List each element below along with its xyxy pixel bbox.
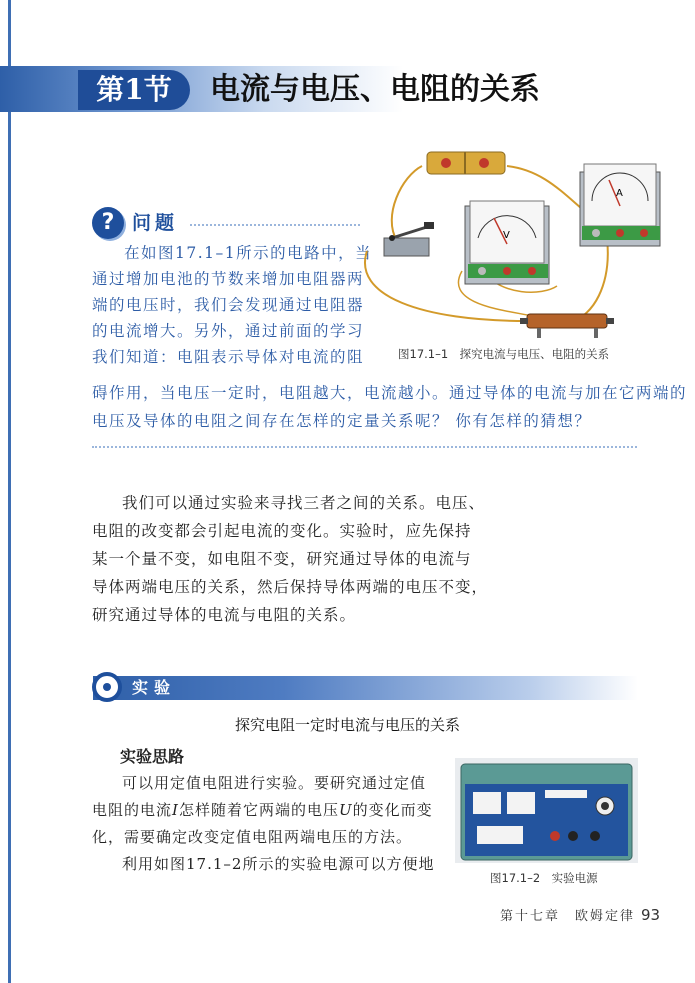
- question-line: 碍作用，当电压一定时，电阻越大，电流越小。通过导体的电流与加在它两端的: [92, 384, 688, 402]
- figure1-caption: 图17.1–1 探究电流与电压、电阻的关系: [398, 347, 610, 361]
- question-line: 在如图17.1–1所示的电路中，当: [124, 244, 373, 262]
- question-line: 端的电压时，我们会发现通过电阻器: [92, 296, 365, 314]
- page-left-rule: [8, 0, 11, 983]
- experiment-line: 可以用定值电阻进行实验。要研究通过定值: [122, 774, 427, 792]
- question-line: 的电流增大。另外，通过前面的学习: [92, 322, 365, 340]
- question-label: 问题: [132, 212, 179, 234]
- experiment-icon: [92, 672, 122, 702]
- question-mark-icon: ?: [92, 207, 124, 239]
- question-line: 我们知道：电阻表示导体对电流的阻: [92, 348, 365, 366]
- page-footer: [500, 905, 660, 924]
- circuit-figure: [362, 146, 662, 346]
- voltmeter-letter: V: [503, 230, 510, 241]
- section-number-tab: 第1节: [78, 70, 190, 110]
- experiment-title: 探究电阻一定时电流与电压的关系: [234, 716, 460, 734]
- current-variable: I: [172, 801, 179, 819]
- voltmeter-icon: [465, 201, 549, 284]
- body-line: 电阻的改变都会引起电流的变化。实验时，应先保持: [92, 522, 472, 540]
- question-divider: [190, 224, 360, 226]
- body-line: 导体两端电压的关系，然后保持导体两端的电压不变，: [92, 578, 489, 596]
- experiment-line: 电阻的电流I怎样随着它两端的电压U的变化而变: [92, 801, 433, 819]
- body-line: 我们可以通过实验来寻找三者之间的关系。电压、: [122, 494, 486, 512]
- battery-icon: [427, 152, 505, 174]
- experiment-line: 利用如图17.1–2所示的实验电源可以方便地: [122, 855, 435, 873]
- figure2-caption: 图17.1–2 实验电源: [490, 871, 598, 885]
- power-supply-figure: [455, 758, 638, 863]
- question-bottom-divider: [92, 446, 637, 448]
- chapter-name: 第十七章 欧姆定律: [500, 909, 636, 924]
- experiment-label: 实验: [132, 678, 177, 697]
- ammeter-letter: A: [616, 188, 623, 199]
- experiment-line: 化，需要确定改变定值电阻两端电压的方法。: [92, 828, 413, 846]
- question-line: 通过增加电池的节数来增加电阻器两: [92, 270, 365, 288]
- ammeter-icon: [580, 164, 660, 246]
- experiment-subheading: 实验思路: [120, 747, 185, 766]
- voltage-variable: U: [338, 801, 353, 819]
- body-line: 研究通过导体的电流与电阻的关系。: [92, 606, 357, 624]
- resistor-icon: [520, 314, 614, 338]
- body-line: 某一个量不变，如电阻不变，研究通过导体的电流与: [92, 550, 472, 568]
- question-line: 电压及导体的电阻之间存在怎样的定量关系呢？ 你有怎样的猜想？: [92, 412, 592, 430]
- section-title: 电流与电压、电阻的关系: [210, 72, 540, 107]
- page-number: 93: [641, 906, 661, 924]
